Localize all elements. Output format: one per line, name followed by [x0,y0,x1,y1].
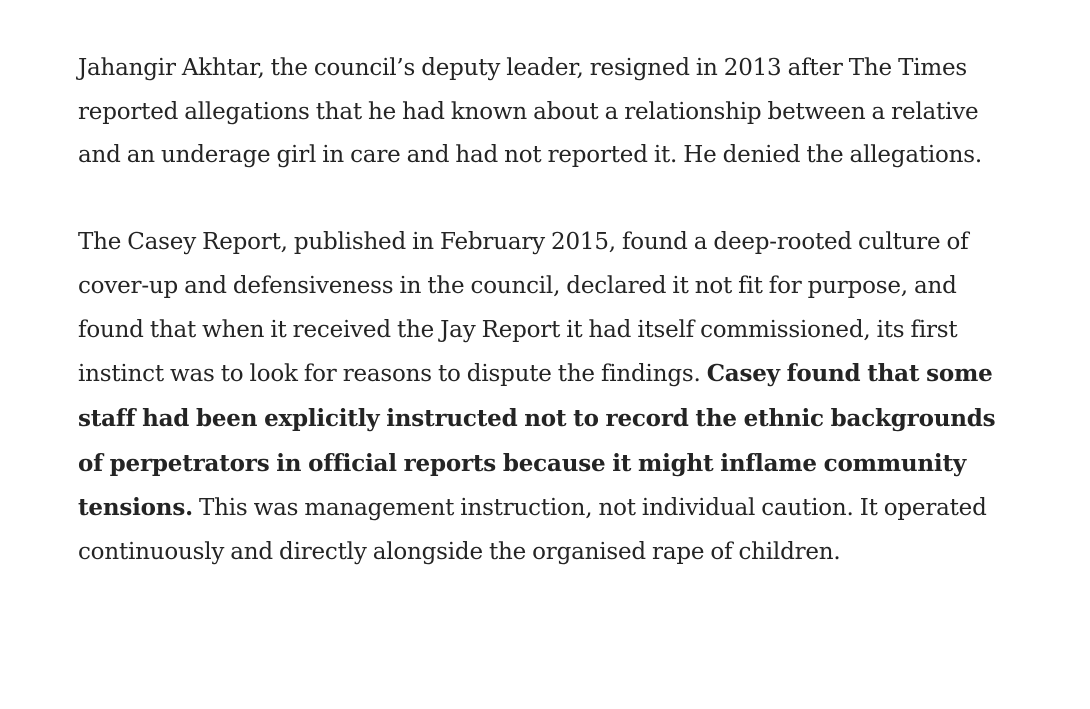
paragraph-text: The Casey Report, published in February 2015, found a deep-rooted culture of cover-up and defensiveness in the council, declared it not fit for purpose, and found that when it received the Jay Report it had itself commissioned, its first instinct was to look for reasons to dispute the findings. [78,229,969,388]
paragraph-casey-report [78,221,1018,575]
paragraph-akhtar [78,47,1018,178]
bold-emphasis: Casey found that some staff had been explicitly instructed not to record the ethnic backgrounds of perpetrators in official reports because it might inflame community tensions. [78,360,996,522]
article-body [78,47,1018,575]
paragraph-text: Jahangir Akhtar, the council’s deputy leader, resigned in 2013 after The Times reported allegations that he had known about a relationship between a relative and an underage girl in care and had not reported it. He denied the allegations. [78,55,983,169]
paragraph-text: This was management instruction, not individual caution. It operated continuously and directly alongside the organised rape of children. [78,495,987,566]
